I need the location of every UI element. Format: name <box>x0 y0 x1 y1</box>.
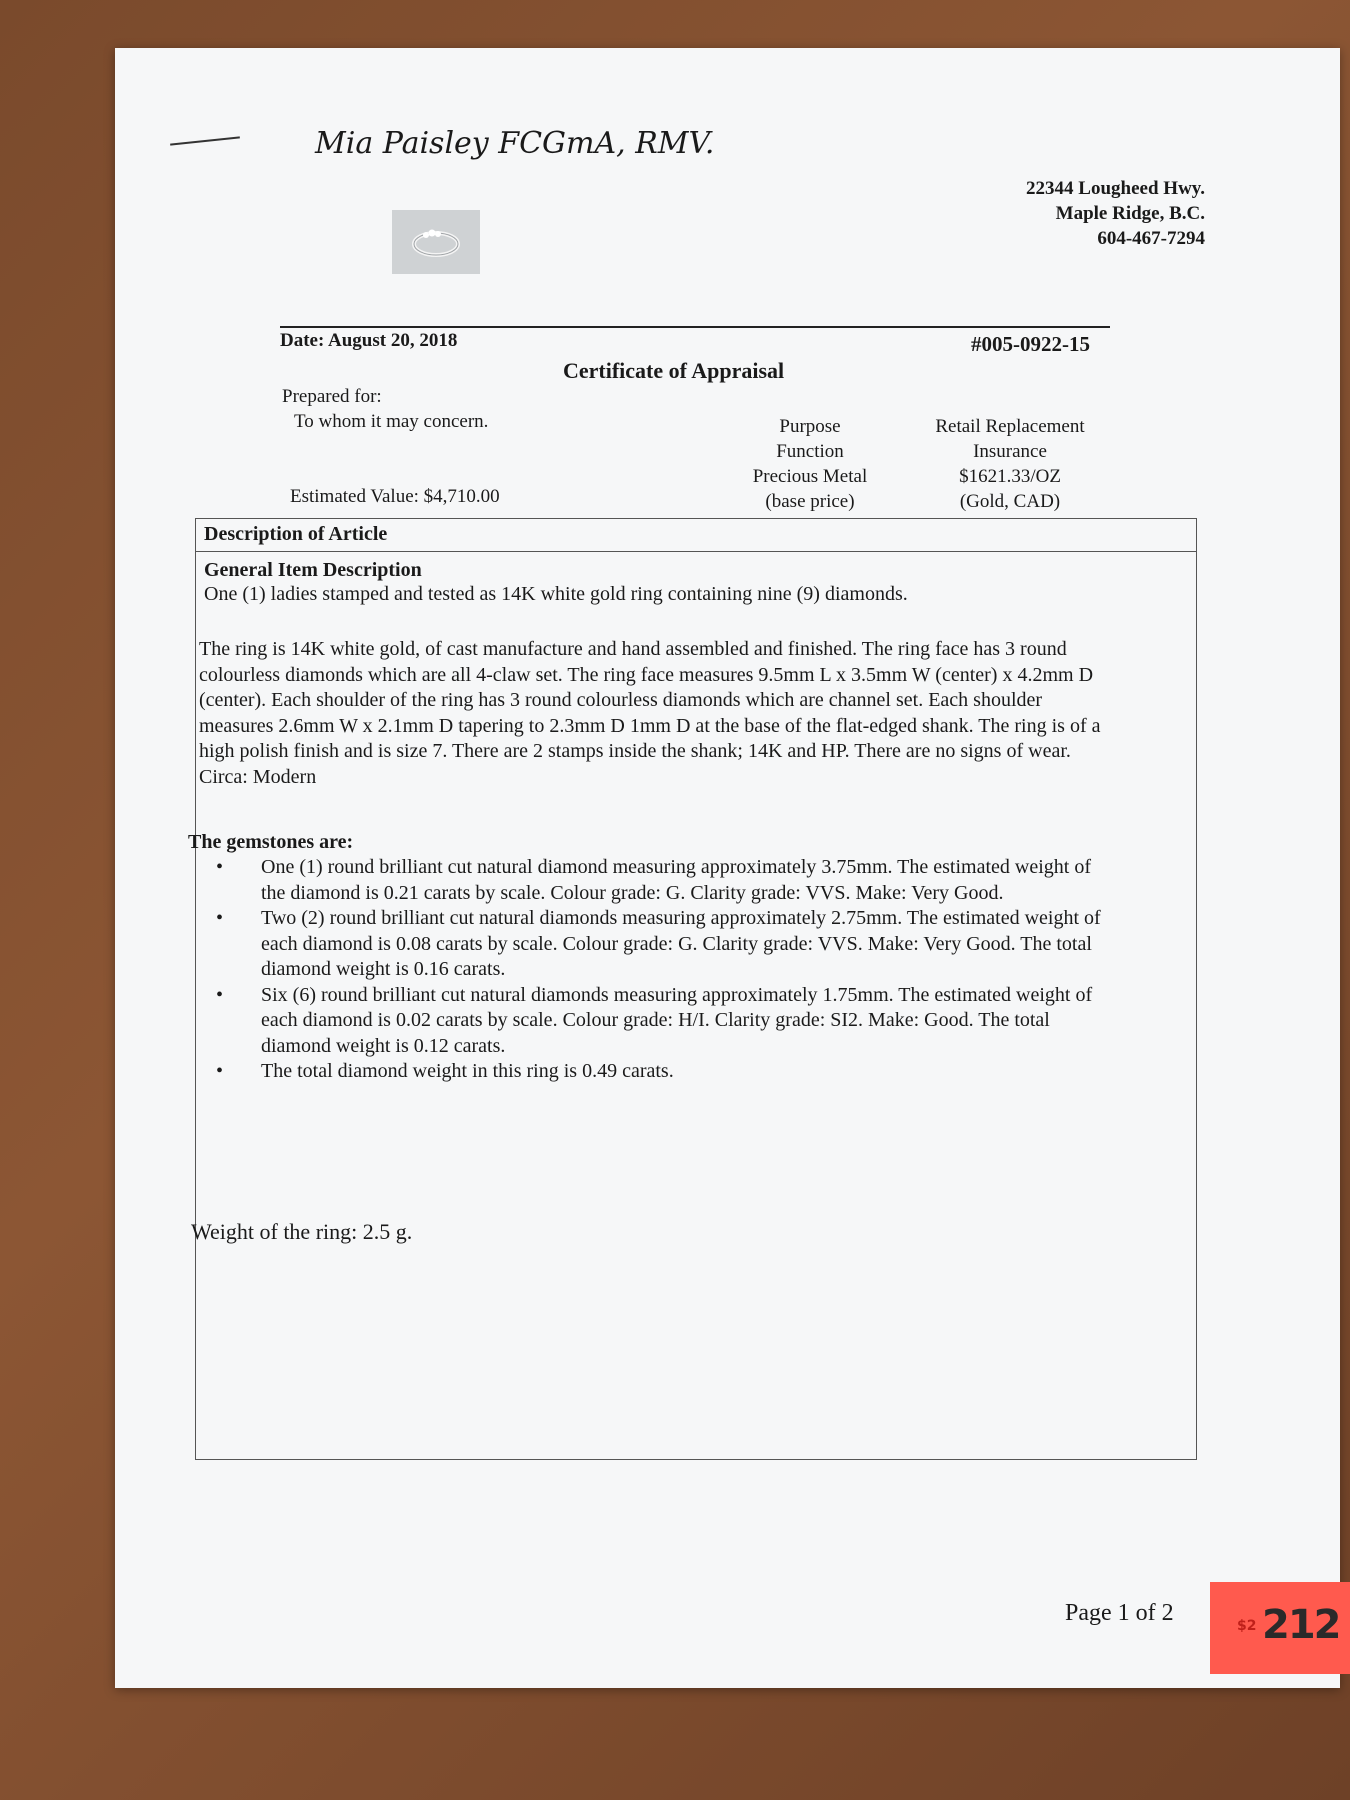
general-description-text: One (1) ladies stamped and tested as 14K white gold ring containing nine (9) diamonds. <box>204 583 908 605</box>
purpose-values <box>890 414 1130 514</box>
gemstones-title: The gemstones are: <box>188 831 354 853</box>
page-number: Page 1 of 2 <box>1065 1600 1174 1626</box>
appraisal-page <box>115 48 1340 1688</box>
value-precious-metal: $1621.33/OZ <box>959 466 1061 487</box>
gemstone-text: Two (2) round brilliant cut natural diamonds measuring approximately 2.75mm. The estimated weight of each diamond is 0.08 carats by scale. Colour grade: G. Clarity grade: VVS. Make: Very Good. The total diamond weight is 0.16 carats. <box>261 907 1101 980</box>
list-item: • The total diamond weight in this ring is 0.49 carats. <box>216 1060 674 1082</box>
prepared-for <box>282 384 488 434</box>
list-item: • One (1) round brilliant cut natural diamond measuring approximately 3.75mm. The estimated weight of the diamond is 0.21 carats by scale. Colour grade: G. Clarity grade: VVS. Make: Very Good. <box>216 856 1091 904</box>
article-header <box>196 519 1196 552</box>
address-block <box>1026 176 1205 251</box>
label-purpose: Purpose <box>779 416 841 437</box>
prepared-recipient: To whom it may concern. <box>294 411 489 432</box>
address-phone: 604-467-7294 <box>1097 228 1205 249</box>
price-sticker-number: 212 <box>1262 1602 1340 1648</box>
gemstone-text: The total diamond weight in this ring is 0.49 carats. <box>261 1060 674 1082</box>
ring-description: The ring is 14K white gold, of cast manufacture and hand assembled and finished. The ring face has 3 round colourless diamonds which are all 4-claw set. The ring face measures 9.5mm L x 3.5mm W (center) x 4.2mm D (center). Each shoulder of the ring has 3 round colourless diamonds which are channel set. Each shoulder measures 2.6mm W x 2.1mm D tapering to 2.3mm D 1mm D at the base of the flat-edged shank. The ring is of a high polish finish and is size 7. There are 2 stamps inside the shank; 14K and HP. There are no signs of wear. Circa: Modern <box>199 638 1101 788</box>
gemstone-text: One (1) round brilliant cut natural diamond measuring approximately 3.75mm. The estimated weight of the diamond is 0.21 carats by scale. Colour grade: G. Clarity grade: VVS. Make: Very Good. <box>261 856 1091 904</box>
list-item: • Six (6) round brilliant cut natural diamonds measuring approximately 1.75mm. The estimated weight of each diamond is 0.02 carats by scale. Colour grade: H/I. Clarity grade: SI2. Make: Good. The total diamond weight is 0.12 carats. <box>216 983 1093 1057</box>
value-function: Insurance <box>973 441 1047 462</box>
header-rule <box>280 326 1110 328</box>
label-function: Function <box>776 441 844 462</box>
certificate-number: #005-0922-15 <box>971 332 1090 356</box>
appraiser-name: Mia Paisley FCGmA, RMV. <box>315 126 715 161</box>
value-base-price: (Gold, CAD) <box>959 491 1061 512</box>
general-description-title: General Item Description <box>204 559 422 581</box>
certificate-title: Certificate of Appraisal <box>563 358 785 383</box>
value-purpose: Retail Replacement <box>935 416 1085 437</box>
ring-weight: Weight of the ring: 2.5 g. <box>191 1219 413 1244</box>
gemstone-text: Six (6) round brilliant cut natural diamonds measuring approximately 1.75mm. The estimated weight of each diamond is 0.02 carats by scale. Colour grade: H/I. Clarity grade: SI2. Make: Good. The total diamond weight is 0.12 carats. <box>261 983 1093 1057</box>
address-city: Maple Ridge, B.C. <box>1055 203 1205 224</box>
prepared-label: Prepared for: <box>282 386 382 407</box>
purpose-labels <box>715 414 905 514</box>
price-sticker <box>1210 1582 1350 1674</box>
appraisal-date: Date: August 20, 2018 <box>280 330 458 351</box>
pen-mark <box>170 136 240 145</box>
article-header-text: Description of Article <box>204 523 388 545</box>
list-item: • Two (2) round brilliant cut natural diamonds measuring approximately 2.75mm. The estimated weight of each diamond is 0.08 carats by scale. Colour grade: G. Clarity grade: VVS. Make: Very Good. The total diamond weight is 0.16 carats. <box>216 907 1101 980</box>
address-street: 22344 Lougheed Hwy. <box>1026 178 1205 199</box>
estimated-value: Estimated Value: $4,710.00 <box>290 486 500 507</box>
label-base-price: (base price) <box>765 491 855 512</box>
gemstones-list <box>216 855 1106 1085</box>
price-sticker-prefix: $2 <box>1237 1618 1257 1634</box>
article-description-box <box>188 518 1197 1460</box>
ring-photo-icon <box>392 210 480 274</box>
label-precious-metal: Precious Metal <box>752 466 868 487</box>
